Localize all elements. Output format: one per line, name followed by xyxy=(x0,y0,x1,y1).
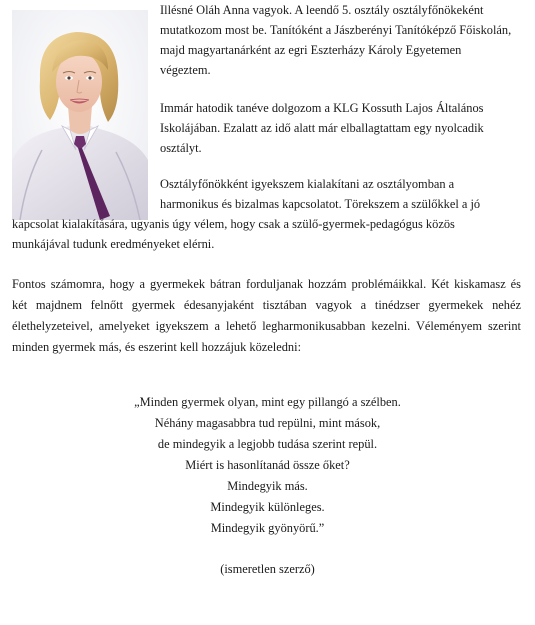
poem-line: Néhány magasabbra tud repülni, mint mások, xyxy=(154,416,381,430)
intro-line: végeztem. xyxy=(160,63,211,77)
family-line: élethelyzeteivel, amelyeket igyekszem a lehető legharmonikusabban kezelni. Véleményem szerint xyxy=(12,319,521,333)
poem-attribution: (ismeretlen szerző) xyxy=(220,562,315,576)
career-line: osztályt. xyxy=(160,141,202,155)
intro-line: majd magyartanárként az egri Eszterházy Károly Egyetemen xyxy=(160,43,462,57)
career-line: Iskolájában. Ezalatt az idő alatt már elballagtattam egy nyolcadik xyxy=(160,121,484,135)
goal-line: kapcsolat kialakítására, ugyanis úgy vélem, hogy csak a szülő-gyermek-pedagógus közös xyxy=(12,217,455,231)
poem-line: Mindegyik gyönyörű.” xyxy=(210,521,325,535)
goal-line: munkájával tudunk eredményeket elérni. xyxy=(12,237,215,251)
career-line: Immár hatodik tanéve dolgozom a KLG Kossuth Lajos Általános xyxy=(160,101,484,115)
family-line: minden gyermek más, és eszerint kell hozzájuk közeledni: xyxy=(12,340,302,354)
poem-line: de mindegyik a legjobb tudása szerint repül. xyxy=(157,437,378,451)
goal-line: harmonikus és bizalmas kapcsolatot. Törekszem a szülőkkel a jó xyxy=(160,197,481,211)
intro-line: Illésné Oláh Anna vagyok. A leendő 5. osztály osztályfőnökeként xyxy=(160,3,484,17)
goal-line: Osztályfőnökként igyekszem kialakítani az osztályomban a xyxy=(160,177,455,191)
poem-line: Mindegyik más. xyxy=(227,479,308,493)
family-line: két majdnem felnőtt gyermek édesanyjaként tisztában vagyok a tinédzser gyermekek nehéz xyxy=(12,298,521,312)
poem-line: Mindegyik különleges. xyxy=(210,500,325,514)
poem-line: „Minden gyermek olyan, mint egy pillangó a szélben. xyxy=(134,395,401,409)
intro-line: mutatkozom most be. Tanítóként a Jászberényi Tanítóképző Főiskolán, xyxy=(160,23,512,37)
teacher-portrait-photo xyxy=(12,10,148,220)
poem-line: Miért is hasonlítanád össze őket? xyxy=(185,458,350,472)
family-line: Fontos számomra, hogy a gyermekek bátran forduljanak hozzám problémáikkal. Két kiskamasz és xyxy=(12,277,521,291)
